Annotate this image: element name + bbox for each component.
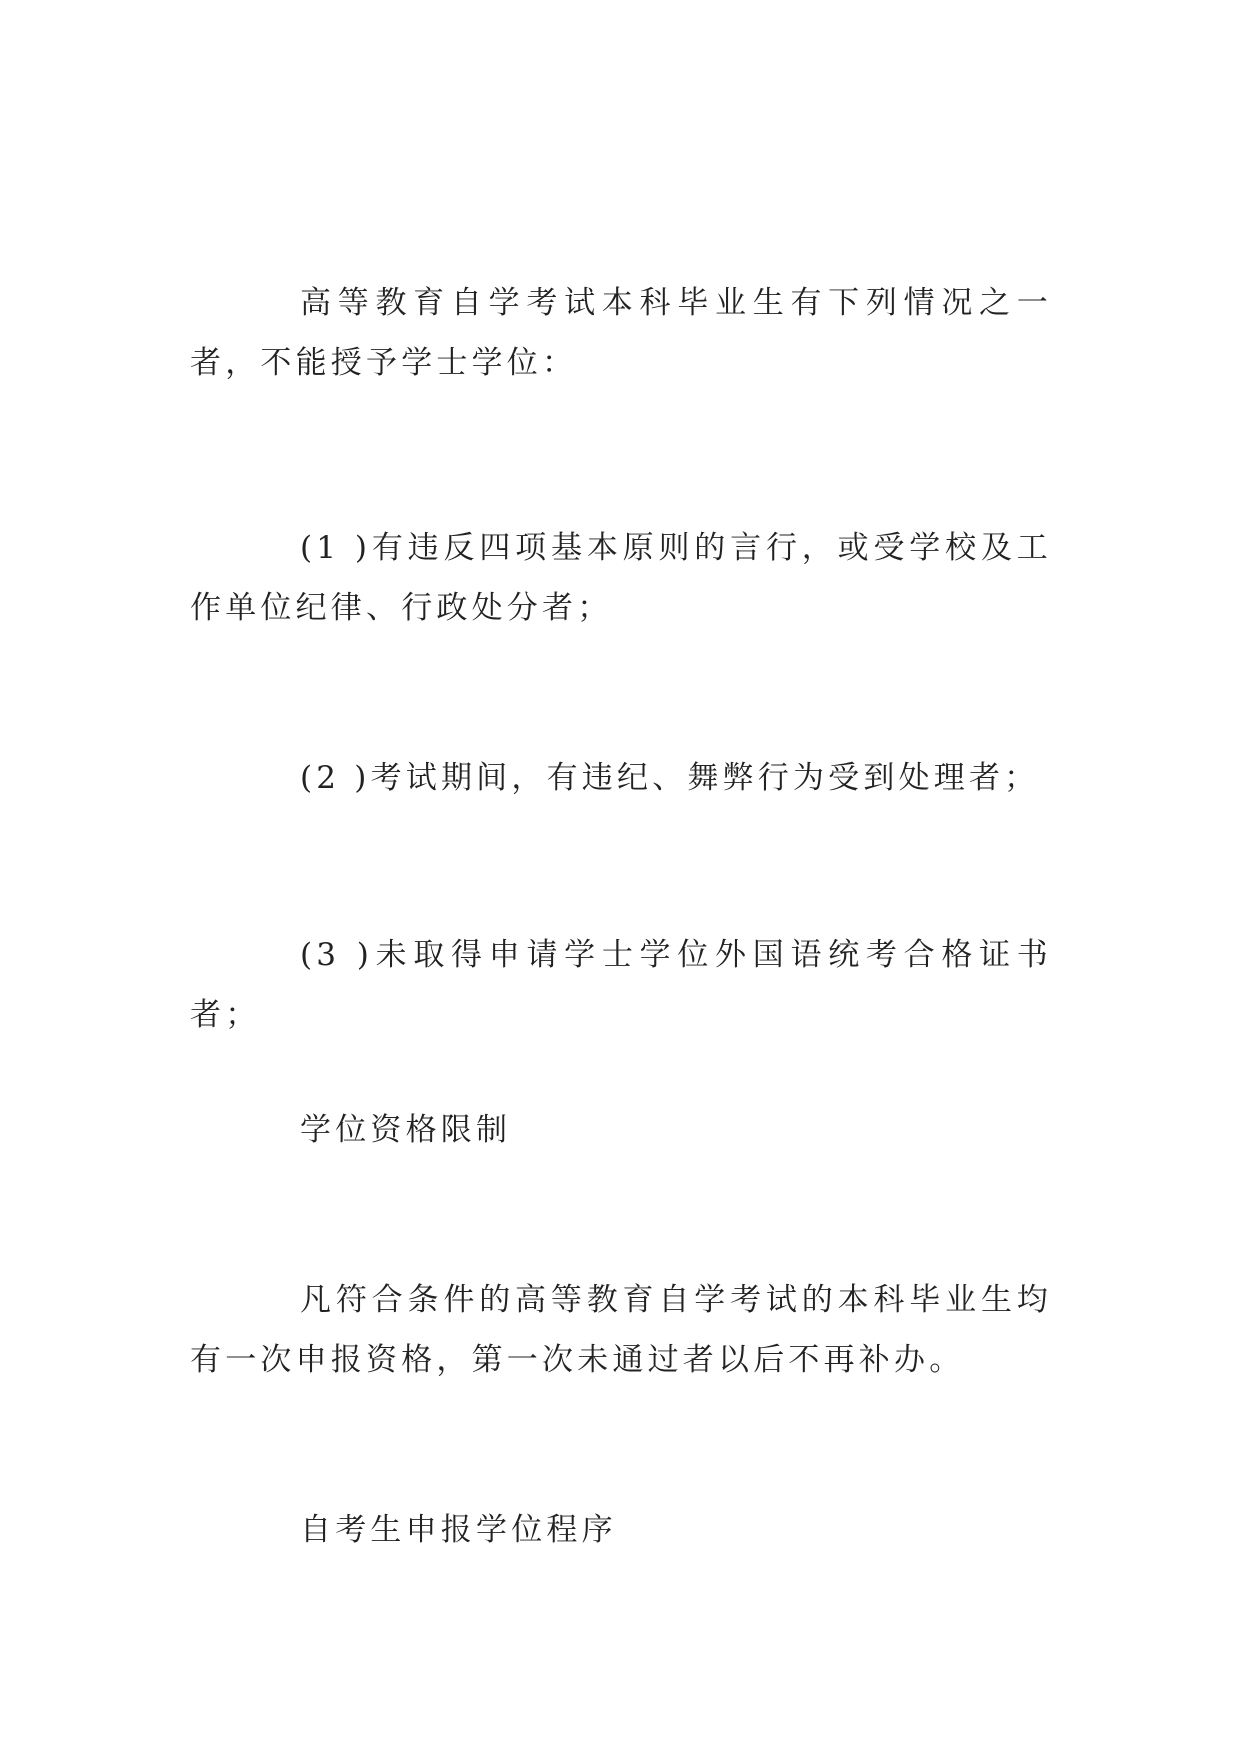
section-heading-eligibility-limit: 学位资格限制 <box>300 1112 512 1148</box>
paragraph-condition-3: (3 )未取得申请学士学位外国语统考合格证书者； <box>190 937 1052 1033</box>
paragraph-condition-1: (1 )有违反四项基本原则的言行，或受学校及工作单位纪律、行政处分者； <box>190 530 1052 626</box>
paragraph-eligibility-limit: 凡符合条件的高等教育自学考试的本科毕业生均有一次申报资格，第一次未通过者以后不再补办。 <box>190 1282 1052 1378</box>
section-heading-application-procedure: 自考生申报学位程序 <box>300 1512 617 1548</box>
paragraph-condition-2: (2 )考试期间，有违纪、舞弊行为受到处理者； <box>300 760 1040 796</box>
paragraph-degree-conditions: 高等教育自学考试本科毕业生有下列情况之一者，不能授予学士学位： <box>190 285 1052 381</box>
